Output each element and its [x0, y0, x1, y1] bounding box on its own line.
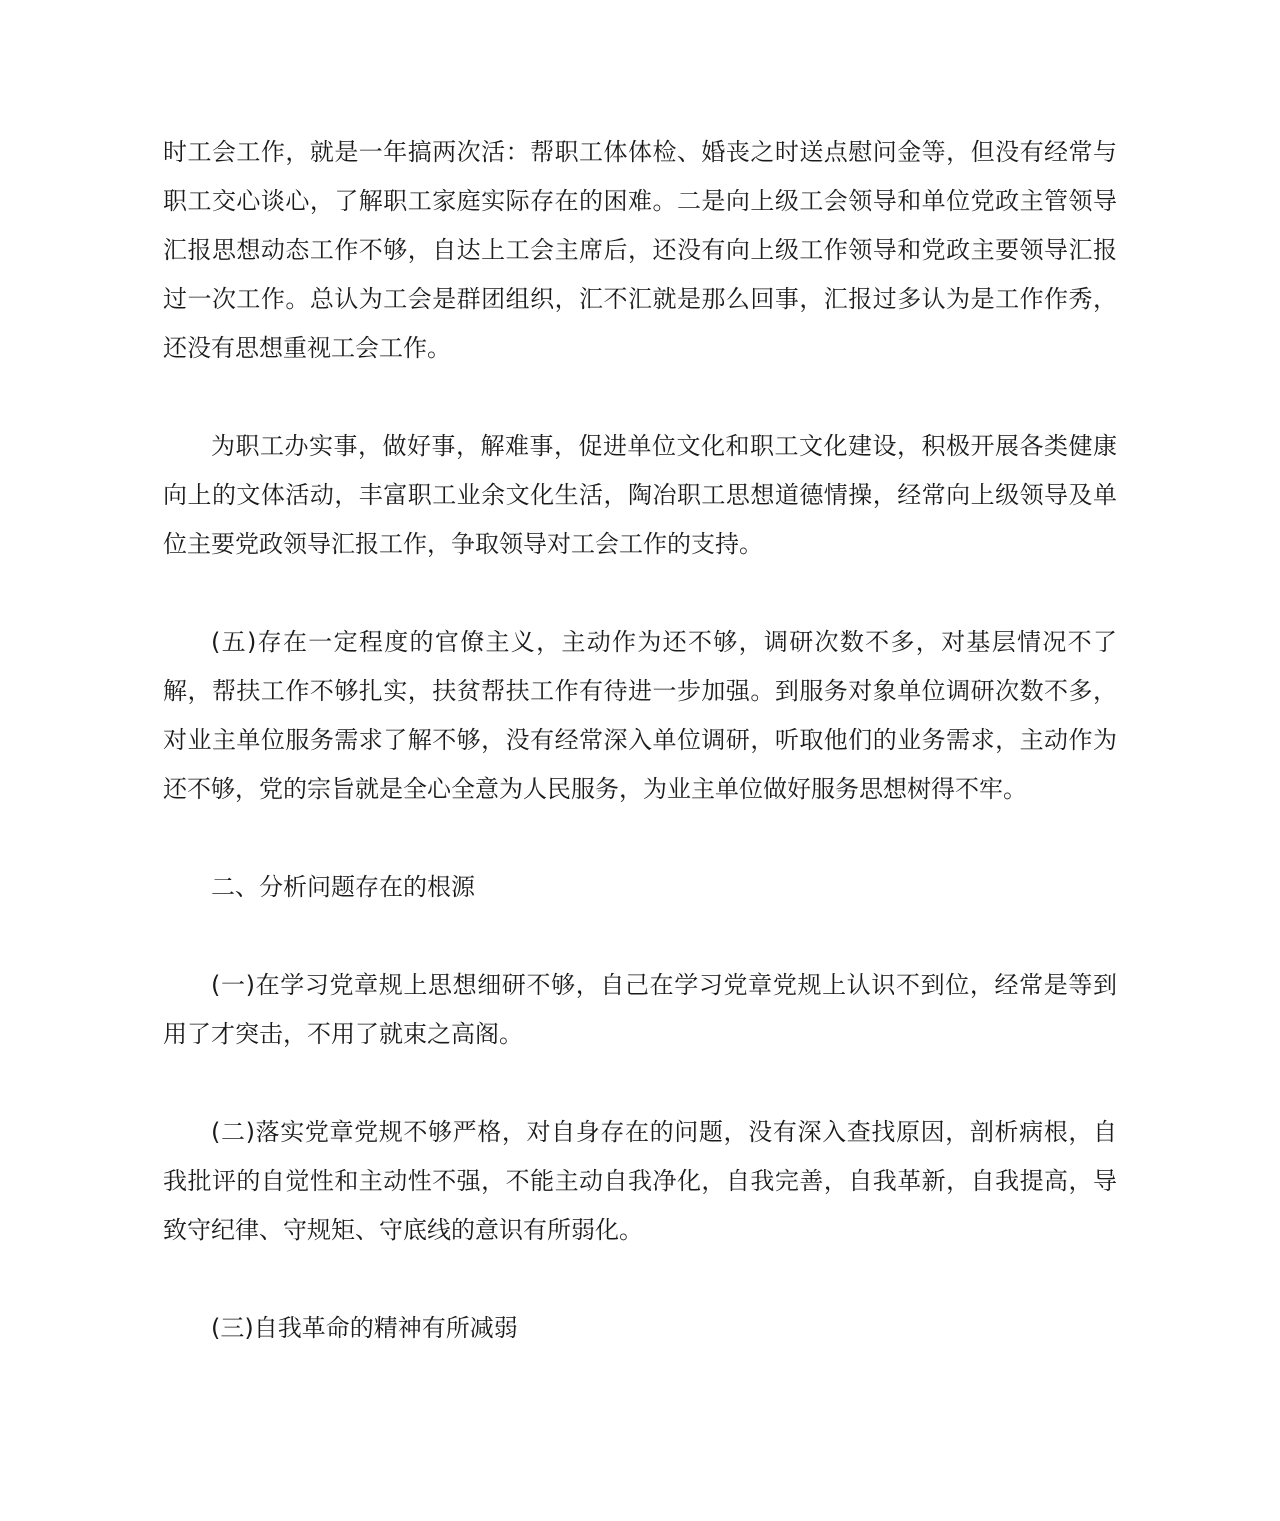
paragraph-party-rules-implementation: (二)落实党章党规不够严格，对自身存在的问题，没有深入查找原因，剖析病根，自我批评的自觉性和主动性不强，不能主动自我净化，自我完善，自我革新，自我提高，导致守纪律、守规矩、守底线的意识有所弱化。 [163, 1118, 1117, 1244]
section-heading-root-causes: 二、分析问题存在的根源 [211, 873, 475, 901]
paragraph-bureaucratism: (五)存在一定程度的官僚主义，主动作为还不够，调研次数不多，对基层情况不了解，帮扶工作不够扎实，扶贫帮扶工作有待进一步加强。到服务对象单位调研次数不多，对业主单位服务需求了解不够，没有经常深入单位调研，听取他们的业务需求，主动作为还不够，党的宗旨就是全心全意为人民服务，为业主单位做好服务思想树得不牢。 [163, 628, 1117, 803]
paragraph-serve-workers: 为职工办实事，做好事，解难事，促进单位文化和职工文化建设，积极开展各类健康向上的文体活动，丰富职工业余文化生活，陶冶职工思想道德情操，经常向上级领导及单位主要党政领导汇报工作，争取领导对工会工作的支持。 [163, 432, 1117, 558]
document-body [163, 128, 1117, 1402]
paragraph-self-revolution: (三)自我革命的精神有所减弱 [211, 1314, 518, 1342]
paragraph-party-rules-study: (一)在学习党章规上思想细研不够，自己在学习党章党规上认识不到位，经常是等到用了才突击，不用了就束之高阁。 [163, 971, 1117, 1048]
paragraph-trade-union-work: 时工会工作，就是一年搞两次活：帮职工体体检、婚丧之时送点慰问金等，但没有经常与职工交心谈心，了解职工家庭实际存在的困难。二是向上级工会领导和单位党政主管领导汇报思想动态工作不够，自达上工会主席后，还没有向上级工作领导和党政主要领导汇报过一次工作。总认为工会是群团组织，汇不汇就是那么回事，汇报过多认为是工作作秀，还没有思想重视工会工作。 [163, 138, 1117, 362]
